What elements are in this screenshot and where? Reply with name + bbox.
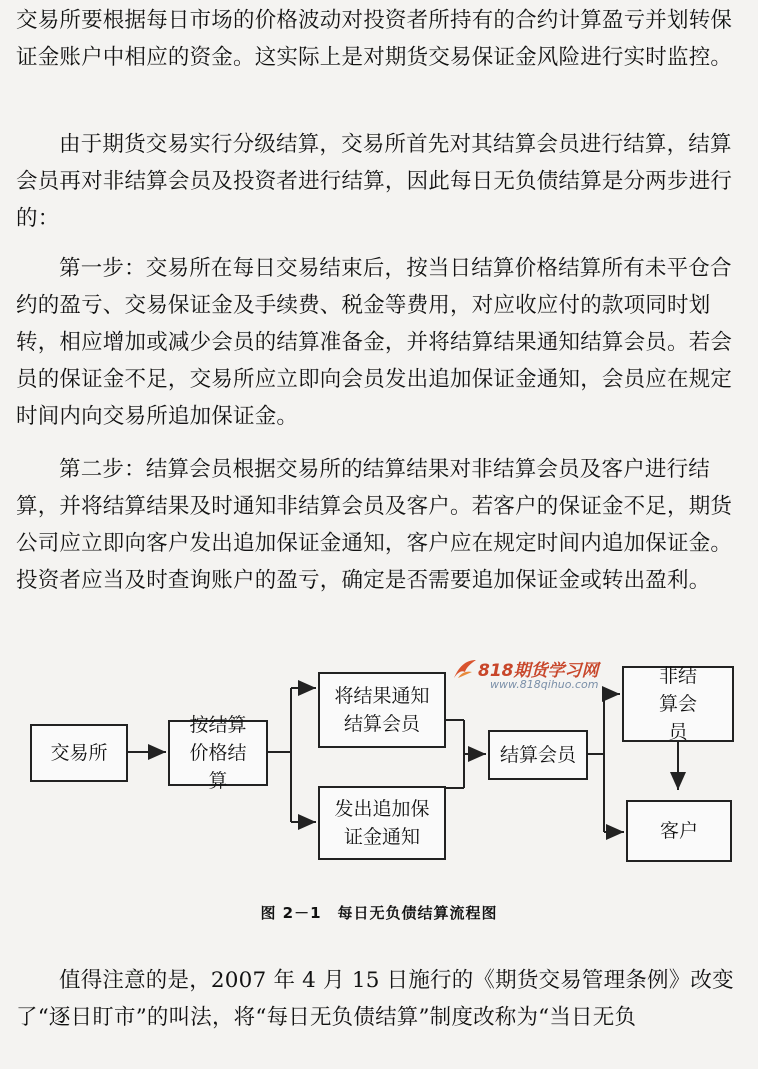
watermark-url: www.818qihuo.com bbox=[490, 678, 599, 691]
node-margin-call: 发出追加保证金通知 bbox=[318, 786, 446, 860]
watermark-title: 818期货学习网 bbox=[478, 661, 599, 681]
node-client: 客户 bbox=[626, 800, 732, 862]
figure-caption: 图 2－1 每日无负债结算流程图 bbox=[260, 904, 498, 922]
paragraph-note: 值得注意的是，2007 年 4 月 15 日施行的《期货交易管理条例》改变了“逐日盯市”的叫法，将“每日无负债结算”制度改称为“当日无负 bbox=[16, 968, 734, 1030]
node-notify-members: 将结果通知结算会员 bbox=[318, 672, 446, 748]
node-settle-by-price: 按结算价格结算 bbox=[168, 720, 268, 786]
settlement-flowchart bbox=[0, 650, 758, 930]
paragraph-step-two: 第二步：结算会员根据交易所的结算结果对非结算会员及客户进行结算，并将结算结果及时通知非结算会员及客户。若客户的保证金不足，期货公司应立即向客户发出追加保证金通知，客户应在规定时间内追加保证金。投资者应当及时查询账户的盈亏，确定是否需要追加保证金或转出盈利。 bbox=[16, 457, 733, 593]
node-exchange: 交易所 bbox=[30, 724, 128, 782]
node-settlement-member: 结算会员 bbox=[488, 730, 588, 780]
node-non-settlement-member: 非结算会员 bbox=[622, 666, 734, 742]
paragraph-step-one: 第一步：交易所在每日交易结束后，按当日结算价格结算所有未平仓合约的盈亏、交易保证金及手续费、税金等费用，对应收应付的款项同时划转，相应增加或减少会员的结算准备金，并将结算结果通知结算会员。若会员的保证金不足，交易所应立即向会员发出追加保证金通知，会员应在规定时间内向交易所追加保证金。 bbox=[16, 256, 733, 429]
paragraph-1: 交易所要根据每日市场的价格波动对投资者所持有的合约计算盈亏并划转保证金账户中相应的资金。这实际上是对期货交易保证金风险进行实时监控。 bbox=[16, 8, 733, 70]
paragraph-2: 由于期货交易实行分级结算，交易所首先对其结算会员进行结算，结算会员再对非结算会员及投资者进行结算，因此每日无负债结算是分两步进行的： bbox=[16, 132, 733, 231]
